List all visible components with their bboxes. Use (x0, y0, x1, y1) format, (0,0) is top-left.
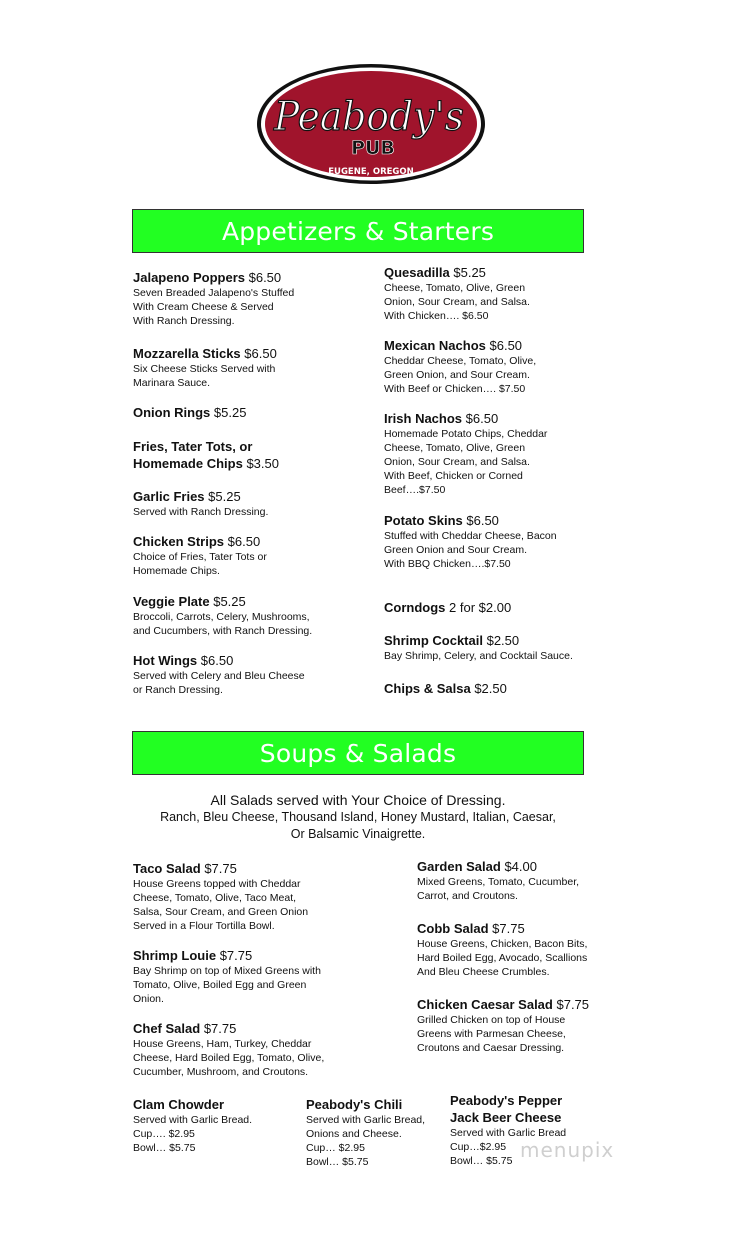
menu-item (384, 681, 624, 696)
item-name: Peabody's Pepper (450, 1093, 563, 1108)
item-price: $2.50 (474, 681, 507, 696)
item-name-line2: Homemade Chips (133, 456, 243, 471)
appetizers-title: Appetizers & Starters (221, 217, 495, 246)
logo-pub: PUB (351, 137, 395, 159)
item-description: House Greens, Ham, Turkey, Cheddar Cheese, Hard Boiled Egg, Tomato, Olive, Cucumber, Mushroom, and Croutons. (133, 1038, 325, 1078)
item-price: $7.75 (204, 861, 237, 876)
dressing-note (132, 792, 584, 843)
menu-item (306, 1097, 446, 1169)
item-price: $5.25 (453, 265, 486, 280)
item-price: $5.25 (213, 405, 247, 420)
menu-item (133, 439, 373, 471)
item-name: Garden Salad (417, 859, 501, 874)
item-description: Six Cheese Sticks Served with Marinara Sauce. (133, 363, 276, 389)
item-name-line2: Jack Beer Cheese (450, 1110, 562, 1125)
menu-item (417, 921, 657, 979)
item-description: Broccoli, Carrots, Celery, Mushrooms, and Cucumbers, with Ranch Dressing. (133, 611, 313, 637)
item-price: $7.75 (203, 1021, 237, 1036)
appetizers-banner (132, 209, 584, 253)
item-price: $3.50 (246, 456, 279, 471)
item-price: $6.50 (248, 270, 282, 285)
item-description: Bay Shrimp on top of Mixed Greens with Tomato, Olive, Boiled Egg and Green Onion. (133, 965, 321, 1005)
menu-item (384, 633, 624, 663)
dressing-note-line2: Ranch, Bleu Cheese, Thousand Island, Honey Mustard, Italian, Caesar, (160, 810, 556, 824)
item-price: $6.50 (244, 346, 277, 361)
item-description: Choice of Fries, Tater Tots or Homemade Chips. (133, 551, 267, 577)
item-description: Stuffed with Cheddar Cheese, Bacon Green Onion and Sour Cream. With BBQ Chicken….$7.50 (384, 530, 557, 570)
item-name: Hot Wings (133, 653, 198, 668)
dressing-note-line3: Or Balsamic Vinaigrette. (290, 827, 426, 841)
item-name: Mexican Nachos (384, 338, 486, 353)
item-name: Fries, Tater Tots, or (133, 439, 253, 454)
item-name: Jalapeno Poppers (133, 270, 245, 285)
item-name: Veggie Plate (133, 594, 210, 609)
soups-banner (132, 731, 584, 775)
item-description: Served with Garlic Bread Cup…$2.95 Bowl… $5.75 (450, 1127, 567, 1167)
item-description: Bay Shrimp, Celery, and Cocktail Sauce. (384, 650, 573, 662)
item-description: Cheese, Tomato, Olive, Green Onion, Sour Cream, and Salsa. With Chicken…. $6.50 (384, 282, 530, 322)
item-name: Chicken Caesar Salad (417, 997, 553, 1012)
item-price: $5.25 (208, 489, 241, 504)
item-description: House Greens topped with Cheddar Cheese, Tomato, Olive, Taco Meat, Salsa, Sour Cream, and Green Onion Served in a Flour Tortilla Bowl. (133, 878, 309, 932)
item-name: Taco Salad (133, 861, 201, 876)
menupix-watermark: menupix (520, 1138, 615, 1162)
item-name: Chips & Salsa (384, 681, 471, 696)
item-name: Garlic Fries (133, 489, 205, 504)
item-price: $7.75 (492, 921, 525, 936)
item-name: Onion Rings (133, 405, 211, 420)
item-price: $6.50 (465, 411, 499, 426)
menu-item (133, 948, 373, 1006)
item-price: $6.50 (200, 653, 234, 668)
item-price: $5.25 (213, 594, 246, 609)
item-price: $6.50 (466, 513, 499, 528)
item-name: Corndogs (384, 600, 446, 615)
item-name: Shrimp Louie (133, 948, 217, 963)
item-price: $4.00 (504, 859, 537, 874)
menu-item (417, 859, 657, 903)
menu-item (133, 1097, 293, 1155)
item-name: Cobb Salad (417, 921, 489, 936)
item-price: $6.50 (489, 338, 523, 353)
menu-item (417, 997, 657, 1055)
menu-item (133, 270, 373, 328)
menu-item (133, 534, 373, 578)
item-description: Mixed Greens, Tomato, Cucumber, Carrot, and Croutons. (417, 876, 580, 902)
item-description: Served with Garlic Bread, Onions and Cheese. Cup… $2.95 Bowl… $5.75 (306, 1114, 426, 1168)
menu-item (133, 653, 373, 697)
soups-title: Soups & Salads (259, 739, 457, 768)
logo-location: EUGENE, OREGON (328, 167, 414, 177)
item-name: Peabody's Chili (306, 1097, 403, 1112)
menu-item (133, 1021, 373, 1079)
menu-item (384, 338, 624, 396)
menu-item (384, 513, 624, 571)
item-description: Grilled Chicken on top of House Greens with Parmesan Cheese, Croutons and Caesar Dressing. (417, 1014, 566, 1054)
item-price: $7.75 (219, 948, 253, 963)
menu-item (133, 346, 373, 390)
menu-item (133, 594, 373, 638)
item-price: $2.50 (486, 633, 520, 648)
menu-item (384, 600, 624, 615)
item-name: Potato Skins (384, 513, 463, 528)
item-description: Served with Ranch Dressing. (133, 506, 269, 518)
item-price: $7.75 (556, 997, 590, 1012)
item-description: Cheddar Cheese, Tomato, Olive, Green Onion, and Sour Cream. With Beef or Chicken…. $7.50 (384, 355, 537, 395)
logo-name: Peabody's (273, 94, 464, 140)
item-name: Quesadilla (384, 265, 450, 280)
item-name: Irish Nachos (384, 411, 463, 426)
item-description: Served with Celery and Bleu Cheese or Ranch Dressing. (133, 670, 305, 696)
item-description: Homemade Potato Chips, Cheddar Cheese, Tomato, Olive, Green Onion, Sour Cream, and Salsa. With Beef, Chicken or Corned Beef….$7.50 (384, 428, 548, 496)
item-name: Chef Salad (133, 1021, 201, 1036)
item-price: $6.50 (227, 534, 261, 549)
peabodys-pub-logo (255, 62, 487, 186)
item-description: House Greens, Chicken, Bacon Bits, Hard Boiled Egg, Avocado, Scallions And Bleu Cheese Crumbles. (417, 938, 588, 978)
item-name: Mozzarella Sticks (133, 346, 241, 361)
item-price: 2 for $2.00 (449, 600, 512, 615)
item-description: Served with Garlic Bread. Cup…. $2.95 Bowl… $5.75 (133, 1114, 253, 1154)
menu-item (133, 489, 373, 519)
item-description: Seven Breaded Jalapeno's Stuffed With Cream Cheese & Served With Ranch Dressing. (133, 287, 295, 327)
item-name: Clam Chowder (133, 1097, 225, 1112)
item-name: Shrimp Cocktail (384, 633, 483, 648)
menu-item (133, 861, 373, 933)
menu-item (133, 405, 373, 420)
dressing-note-line1: All Salads served with Your Choice of Dressing. (210, 792, 506, 808)
menu-item (384, 411, 624, 497)
menu-item (384, 265, 624, 323)
item-name: Chicken Strips (133, 534, 225, 549)
